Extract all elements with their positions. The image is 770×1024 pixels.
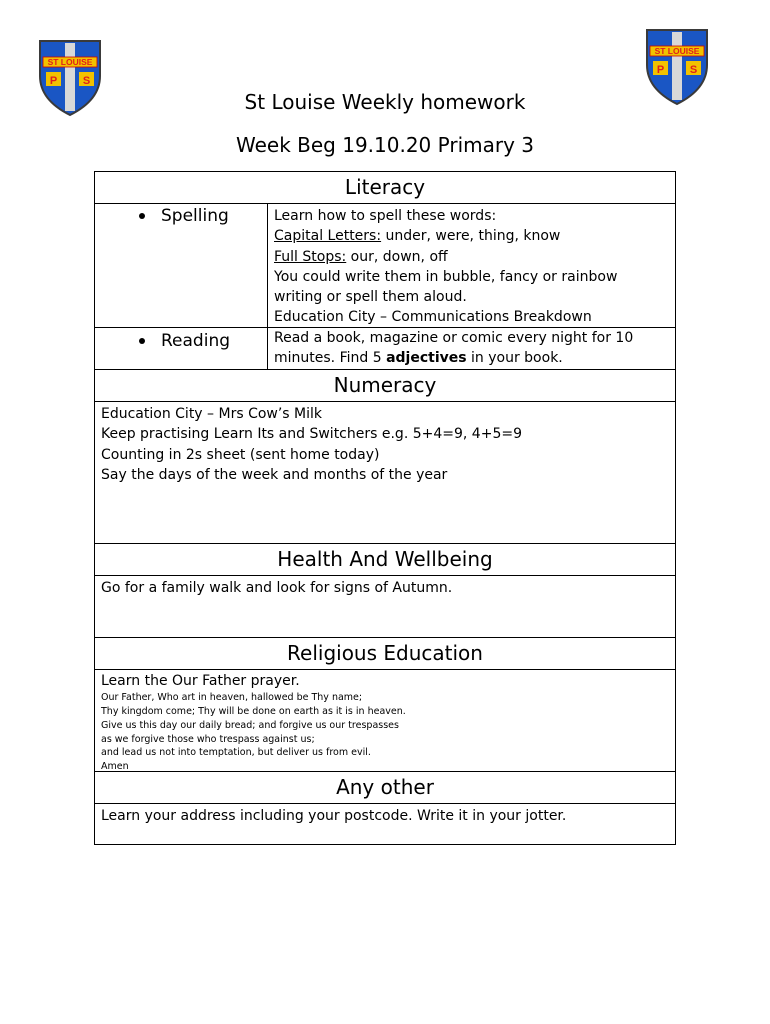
spelling-tip-line-1: You could write them in bubble, fancy or rainbow [274,268,618,285]
prayer-line: and lead us not into temptation, but deliver us from evil. [101,747,371,759]
spelling-intro: Learn how to spell these words: [274,208,497,224]
numeracy-line: Counting in 2s sheet (sent home today) [101,446,380,463]
prayer-line: as we forgive those who trespass against us; [101,733,315,745]
capital-letters-words: under, were, thing, know [381,228,561,245]
page-subtitle: Week Beg 19.10.20 Primary 3 [235,133,535,157]
page-title: St Louise Weekly homework [244,90,526,114]
capital-letters-label: Capital Letters: [274,228,382,245]
svg-text:ST LOUISE: ST LOUISE [654,46,700,56]
re-content [95,670,675,772]
reading-label-cell [95,328,268,369]
reading-line-1: Read a book, magazine or comic every night for 10 [274,330,634,346]
adjectives-word: adjectives [386,350,467,367]
health-content [95,576,675,638]
spelling-education-city: Education City – Communications Breakdown [274,309,592,326]
capital-letters-line [274,226,675,246]
bullet-icon [139,213,145,219]
prayer-line: Amen [101,761,129,773]
health-text: Go for a family walk and look for signs of Autumn. [101,580,453,596]
any-other-text: Learn your address including your postcode. Write it in your jotter. [101,808,567,824]
spelling-content [268,204,675,327]
bullet-icon [139,338,145,344]
reading-row [95,328,675,370]
numeracy-line: Keep practising Learn Its and Switchers e.g. 5+4=9, 4+5=9 [101,426,522,443]
re-intro: Learn the Our Father prayer. [101,673,300,689]
full-stops-words: our, down, off [346,248,448,265]
full-stops-line [274,247,675,267]
literacy-heading: Literacy [95,172,675,204]
spelling-label-cell [95,204,268,327]
reading-text-a: minutes. Find 5 [274,350,387,367]
spelling-tip-line-2: writing or spell them aloud. [274,289,467,306]
any-other-content [95,804,675,844]
svg-text:ST LOUISE: ST LOUISE [47,57,93,67]
spelling-label: Spelling [161,206,229,226]
svg-text:S: S [82,75,91,87]
svg-text:P: P [656,64,665,76]
numeracy-heading: Numeracy [95,370,675,402]
reading-content [268,328,675,369]
svg-text:P: P [49,75,58,87]
spelling-row [95,204,675,328]
full-stops-label: Full Stops: [274,248,347,265]
prayer-line: Thy kingdom come; Thy will be done on earth as it is in heaven. [101,706,406,718]
reading-line-2 [274,348,675,368]
homework-table [94,171,676,845]
reading-label: Reading [161,331,231,351]
numeracy-line: Education City – Mrs Cow’s Milk [101,406,323,422]
svg-text:S: S [689,64,698,76]
health-heading: Health And Wellbeing [95,544,675,576]
numeracy-content [95,402,675,544]
reading-text-c: in your book. [466,350,563,367]
numeracy-line: Say the days of the week and months of the year [101,466,448,483]
re-heading: Religious Education [95,638,675,670]
any-other-heading: Any other [95,772,675,804]
prayer-line: Give us this day our daily bread; and forgive us our trespasses [101,719,399,731]
prayer-line: Our Father, Who art in heaven, hallowed be Thy name; [101,692,363,704]
